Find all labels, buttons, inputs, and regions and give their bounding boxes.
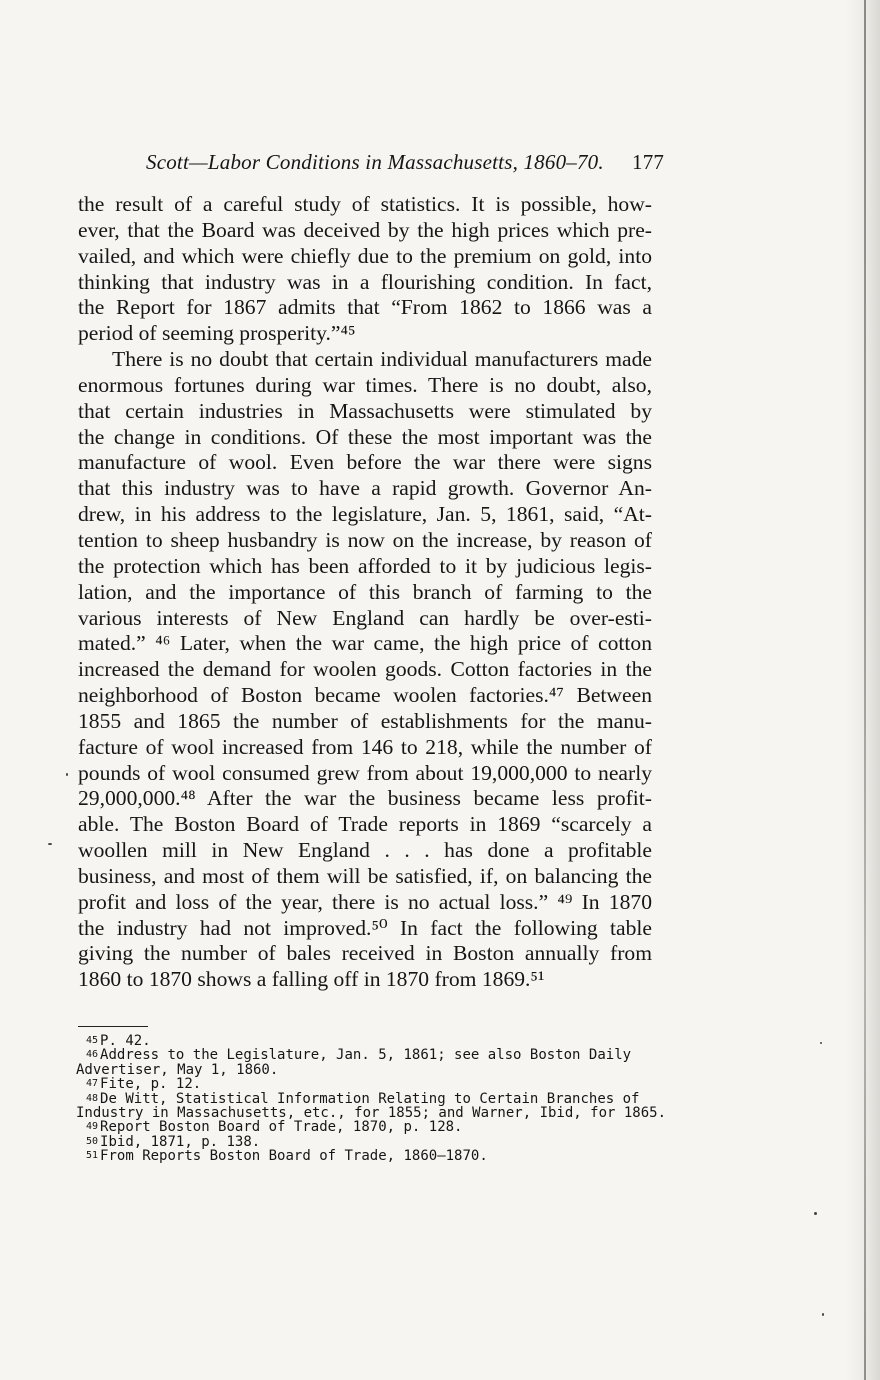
body-line: the protection which has been afforded to it by judicious legis- [78, 553, 652, 578]
body-line: ever, that the Board was deceived by the high prices which pre- [78, 217, 652, 242]
body-line: increased the demand for woolen goods. Cotton factories in the [78, 657, 652, 682]
body-line: drew, in his address to the legislature, Jan. 5, 1861, said, “At- [78, 502, 652, 527]
page-edge-shadow [846, 0, 880, 1380]
body-line: tention to sheep husbandry is now on the increase, by reason of [78, 527, 652, 552]
body-line: business, and most of them will be satisfied, if, on balancing the [78, 863, 652, 888]
body-line: neighborhood of Boston became woolen factories.⁴⁷ Between [78, 683, 652, 708]
body-line: manufacture of wool. Even before the war there were signs [78, 450, 652, 475]
footnote-45: 45 P. 42. [86, 1033, 151, 1049]
paragraph-start-line: There is no doubt that certain individual manufacturers made [112, 347, 652, 372]
body-line: period of seeming prosperity.”⁴⁵ [78, 321, 356, 346]
footnote-46-cont: Advertiser, May 1, 1860. [76, 1061, 279, 1078]
body-line: profit and loss of the year, there is no actual loss.” ⁴⁹ In 1870 [78, 889, 652, 914]
body-line: the Report for 1867 admits that “From 1862 to 1866 was a [78, 295, 652, 320]
body-line: enormous fortunes during war times. There is no doubt, also, [78, 372, 652, 397]
body-line: various interests of New England can hardly be over-esti- [78, 605, 652, 630]
scan-speck [814, 1212, 817, 1215]
body-line: pounds of wool consumed grew from about 19,000,000 to nearly [78, 760, 652, 785]
scan-speck [820, 1042, 822, 1044]
running-header [146, 150, 666, 175]
footnote-rule [78, 1026, 148, 1027]
body-line: the result of a careful study of statistics. It is possible, how- [78, 192, 652, 216]
body-line: mated.” ⁴⁶ Later, when the war came, the high price of cotton [78, 631, 652, 656]
footnotes [76, 1033, 667, 1165]
scan-speck [66, 773, 68, 776]
body-line: 1860 to 1870 shows a falling off in 1870 from 1869.⁵¹ [78, 967, 545, 992]
body-line: that certain industries in Massachusetts were stimulated by [78, 398, 652, 423]
body-line: facture of wool increased from 146 to 218, while the number of [78, 734, 652, 759]
footnote-48-cont: Industry in Massachusetts, etc., for 1855; and Warner, Ibid, for 1865. [76, 1105, 667, 1122]
body-line: thinking that industry was in a flourishing condition. In fact, [78, 269, 652, 294]
footnote-49: 49 Report Boston Board of Trade, 1870, p. 128. [86, 1119, 463, 1136]
footnote-47: 47 Fite, p. 12. [86, 1076, 202, 1093]
footnote-48: 48 De Witt, Statistical Information Relating to Certain Branches of [86, 1090, 640, 1107]
scan-speck [48, 843, 52, 845]
body-line: the industry had not improved.⁵⁰ In fact the following table [78, 915, 652, 940]
footnote-50: 50 Ibid, 1871, p. 138. [86, 1133, 261, 1150]
footnote-51: 51 From Reports Boston Board of Trade, 1860–1870. [86, 1148, 488, 1165]
running-title: Scott—Labor Conditions in Massachusetts, 1860–70. [146, 150, 604, 174]
body-line: woollen mill in New England . . . has done a profitable [78, 838, 652, 863]
scan-speck [822, 1313, 824, 1316]
page-number: 177 [632, 150, 665, 174]
body-text [78, 192, 652, 993]
body-line: giving the number of bales received in Boston annually from [78, 941, 652, 966]
body-line: 29,000,000.⁴⁸ After the war the business became less profit- [78, 786, 652, 811]
body-line: the change in conditions. Of these the most important was the [78, 424, 652, 449]
footnote-46: 46 Address to the Legislature, Jan. 5, 1861; see also Boston Daily [86, 1047, 632, 1064]
body-line: vailed, and which were chiefly due to the premium on gold, into [78, 243, 652, 268]
body-line: 1855 and 1865 the number of establishments for the manu- [78, 708, 652, 733]
body-line: able. The Boston Board of Trade reports in 1869 “scarcely a [78, 812, 652, 837]
body-line: lation, and the importance of this branch of farming to the [78, 579, 652, 604]
page-edge-line [864, 0, 866, 1380]
body-line: that this industry was to have a rapid growth. Governor An- [78, 476, 652, 501]
